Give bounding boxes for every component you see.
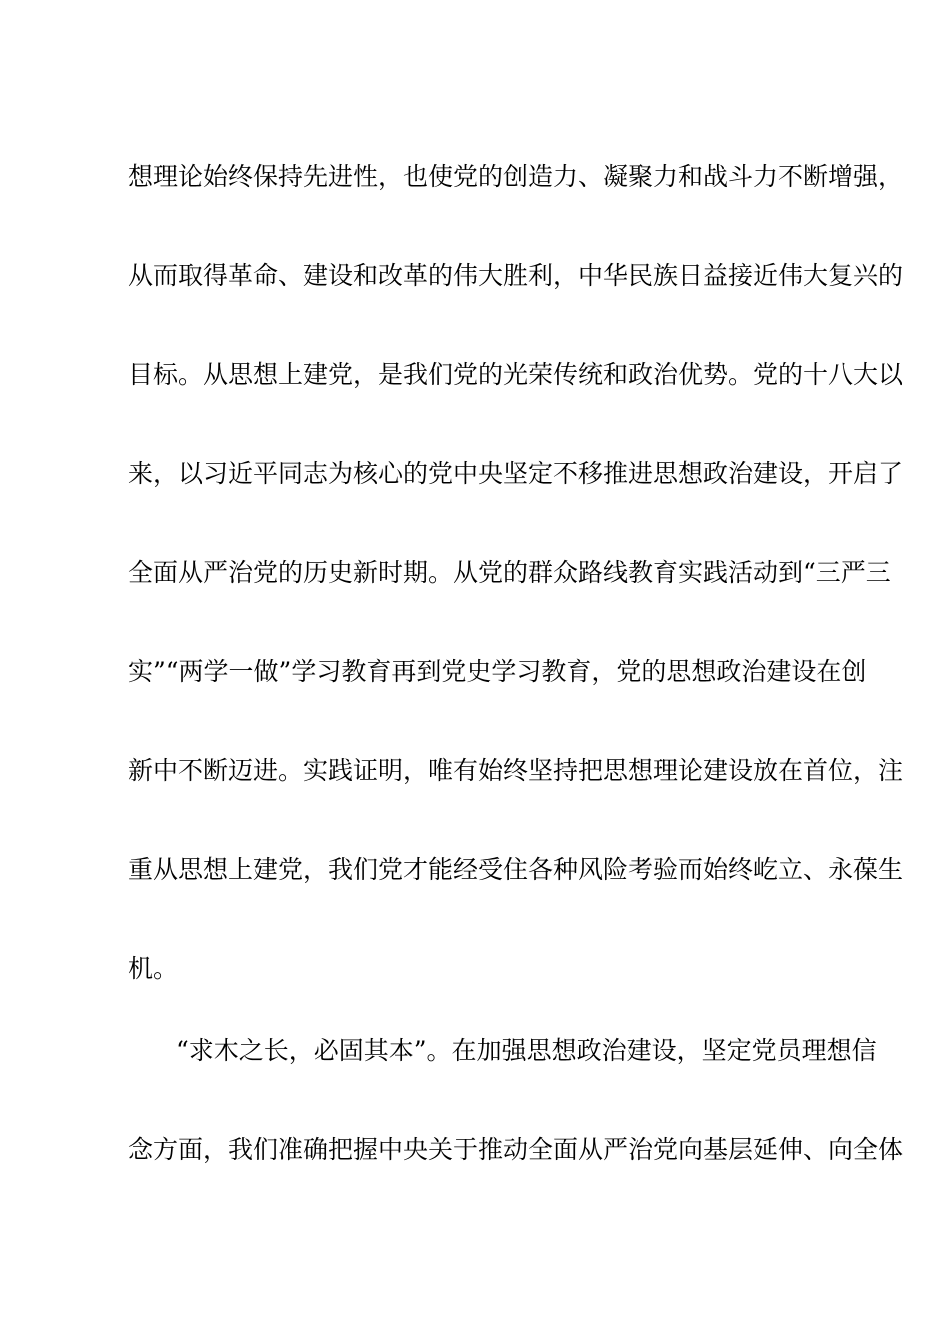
paragraph-line: 来，以习近平同志为核心的党中央坚定不移推进思想政治建设，开启了: [128, 459, 904, 488]
paragraph-line: 从而取得革命、建设和改革的伟大胜利，中华民族日益接近伟大复兴的: [128, 261, 904, 290]
paragraph-line: 全面从严治党的历史新时期。从党的群众路线教育实践活动到“三严三: [128, 558, 891, 587]
paragraph-line: 念方面，我们准确把握中央关于推动全面从严治党向基层延伸、向全体: [128, 1135, 904, 1164]
paragraph-line: 重从思想上建党，我们党才能经受住各种风险考验而始终屹立、永葆生: [128, 855, 904, 884]
paragraph-line: 想理论始终保持先进性，也使党的创造力、凝聚力和战斗力不断增强，: [128, 162, 904, 191]
paragraph-line: 新中不断迈进。实践证明，唯有始终坚持把思想理论建设放在首位，注: [128, 756, 904, 785]
paragraph-line: 目标。从思想上建党，是我们党的光荣传统和政治优势。党的十八大以: [128, 360, 904, 389]
paragraph-first-line: “求木之长，必固其本”。在加强思想政治建设，坚定党员理想信: [176, 1036, 877, 1065]
paragraph-line-end: 机。: [128, 954, 179, 983]
paragraph-line: 实”“两学一做”学习教育再到党史学习教育，党的思想政治建设在创: [128, 657, 867, 686]
